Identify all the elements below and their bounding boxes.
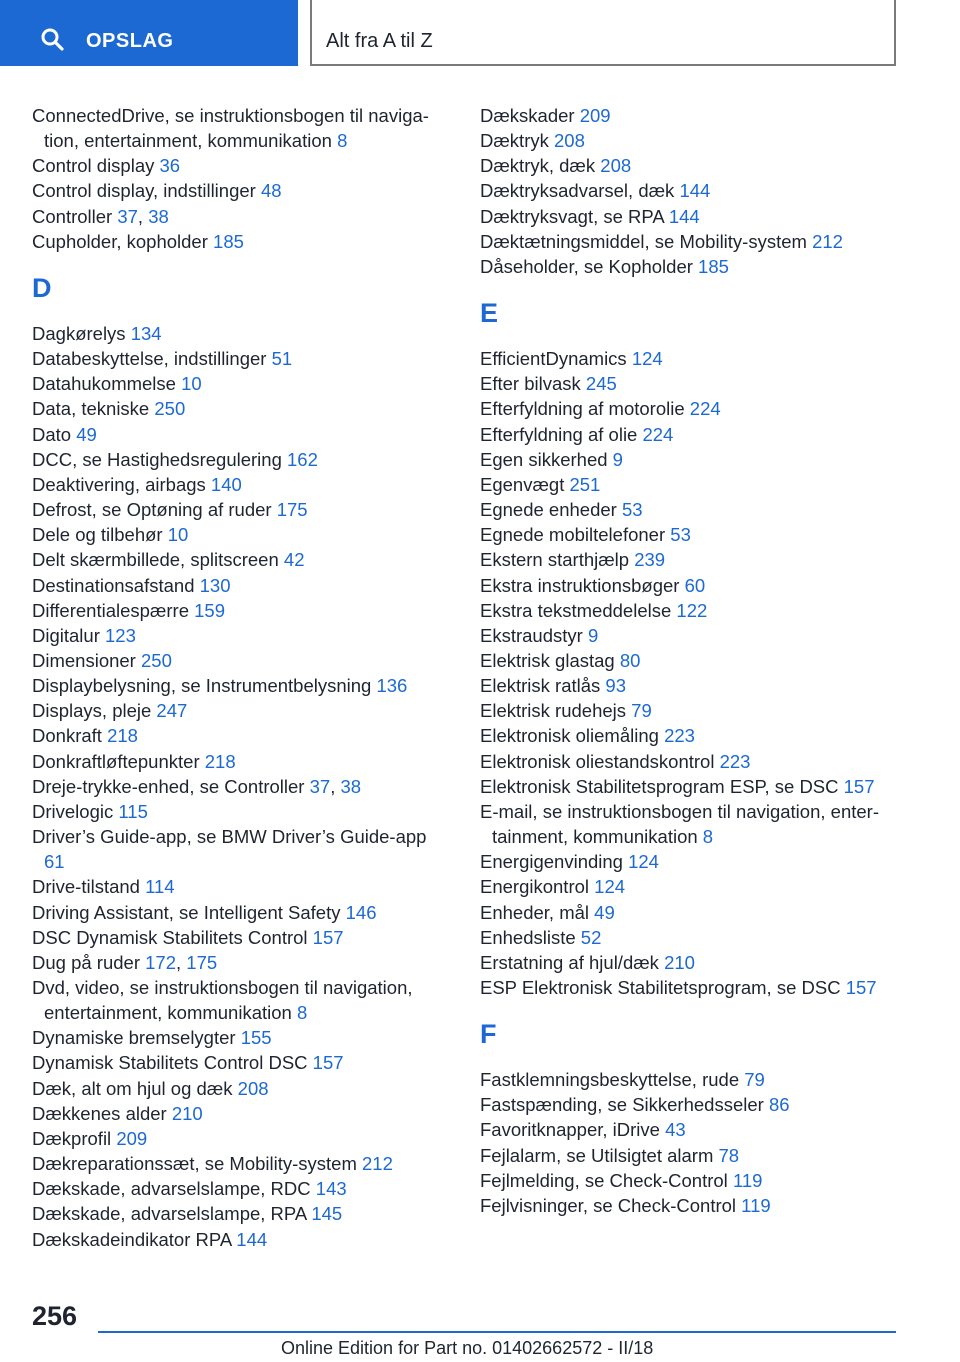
page-reference-link[interactable]: 208 <box>554 130 585 152</box>
index-entry <box>480 799 920 849</box>
index-entry-text: Dæktryksvagt, se RPA <box>480 205 669 227</box>
index-entry-text: Fastspænding, se Sikkerhedsseler <box>480 1094 769 1116</box>
index-entry-text: Destinationsafstand <box>32 574 200 596</box>
page-reference-link[interactable]: 247 <box>156 700 188 722</box>
page-reference-link[interactable]: 209 <box>579 105 611 126</box>
index-entry <box>480 749 920 774</box>
page-reference-link[interactable]: 61 <box>44 851 65 873</box>
index-entry-text: Dvd, video, se instruktionsbogen til navigation, entertainment, kommunikation <box>32 977 413 1024</box>
index-entry <box>32 1201 452 1226</box>
index-entry-text: Elektronisk Stabilitetsprogram ESP, se DSC <box>480 775 844 797</box>
page-reference-link[interactable]: 8 <box>702 826 714 848</box>
index-entry <box>480 1193 920 1218</box>
page-reference-link[interactable]: 250 <box>141 649 172 671</box>
index-entry-text: Dækreparationssæt, se Mobility-system <box>32 1153 363 1175</box>
index-entry-text: Ekstern starthjælp <box>480 549 635 571</box>
index-entry-text: Dimensioner <box>32 649 141 671</box>
index-entry-text: Drive-tilstand <box>32 876 146 898</box>
index-entry-text: Displaybelysning, se Instrumentbelysning <box>32 675 377 697</box>
index-entry <box>480 598 920 623</box>
index-entry <box>480 1168 920 1193</box>
index-entry-text: Data, tekniske <box>32 398 155 420</box>
index-entry-text: Egnede mobiltelefoner <box>480 524 671 546</box>
index-entry <box>480 254 920 279</box>
page-reference-link[interactable]: 250 <box>154 398 186 420</box>
index-entry-text: Egnede enheder <box>480 499 622 521</box>
index-entry-text: Dele og tilbehør <box>32 524 168 546</box>
index-entry <box>480 723 920 748</box>
index-entry-text: Energikontrol <box>480 876 595 898</box>
index-entry <box>480 874 920 899</box>
index-entry-text: Egen sikkerhed <box>480 448 613 470</box>
index-entry-text: Dynamisk Stabilitets Control DSC <box>32 1052 313 1074</box>
index-entry <box>480 522 920 547</box>
index-entry-text: Dreje-trykke-enhed, se Controller <box>32 775 310 797</box>
index-entry <box>32 396 452 421</box>
index-entry-text: Cupholder, kopholder <box>32 230 214 252</box>
page-reference-link[interactable]: 144 <box>236 1228 268 1250</box>
index-entry <box>32 824 452 874</box>
index-entry-text: Elektronisk oliemåling <box>480 725 665 747</box>
index-entry <box>480 346 920 371</box>
index-entry-text: Ekstraudstyr <box>480 624 588 646</box>
index-entry <box>480 547 920 572</box>
index-entry <box>480 447 920 472</box>
index-entry-text: Dækkenes alder <box>32 1102 172 1124</box>
page-reference-link[interactable]: 79 <box>744 1069 765 1091</box>
index-entry-text: Defrost, se Optøning af ruder <box>32 499 277 521</box>
page-reference-link[interactable]: 124 <box>628 851 659 873</box>
index-entry-text: Donkraftløftepunkter <box>32 750 205 772</box>
index-entry <box>32 1101 452 1126</box>
page-reference-link[interactable]: 38 <box>148 205 169 227</box>
section-title: Alt fra A til Z <box>326 30 433 52</box>
opslag-tab-label: OPSLAG <box>86 30 174 52</box>
page-reference-link[interactable]: 140 <box>210 473 242 495</box>
index-entry <box>480 1117 920 1142</box>
page-reference-link[interactable]: 145 <box>311 1203 343 1225</box>
index-entry-text: Dækskade, advarselslampe, RPA <box>32 1203 312 1225</box>
page-reference-link[interactable]: 119 <box>732 1169 763 1191</box>
index-entry-text: Digitalur <box>32 624 105 646</box>
index-entry-text: Dækskader <box>480 105 580 126</box>
page-reference-link[interactable]: 185 <box>698 255 729 277</box>
index-entry <box>480 371 920 396</box>
index-entry <box>32 447 452 472</box>
index-entry <box>32 723 452 748</box>
page-header <box>0 0 960 66</box>
page-reference-link[interactable]: 155 <box>240 1027 272 1049</box>
index-column-left <box>32 103 452 1252</box>
page-reference-link[interactable]: 114 <box>145 876 175 898</box>
index-entry-text: Dug på ruder <box>32 951 146 973</box>
index-entry-text: Driving Assistant, se Intelligent Safety <box>32 901 346 923</box>
index-entry <box>480 849 920 874</box>
ref-separator: , <box>137 205 149 227</box>
page-reference-link[interactable]: 43 <box>665 1119 686 1141</box>
index-entry <box>32 153 452 178</box>
index-entry <box>480 673 920 698</box>
index-entry <box>480 178 920 203</box>
index-entry-text: DSC Dynamisk Stabilitets Control <box>32 926 313 948</box>
index-entry-text: Drivelogic <box>32 800 119 822</box>
index-entry <box>32 204 452 229</box>
index-entry <box>32 975 452 1025</box>
index-entry <box>480 1067 920 1092</box>
index-entry <box>32 472 452 497</box>
index-entry-text: Erstatning af hjul/dæk <box>480 951 665 973</box>
index-entry-text: Dæktryk <box>480 130 554 152</box>
index-entry-text: Favoritknapper, iDrive <box>480 1119 666 1141</box>
index-letter-heading: D <box>32 272 52 303</box>
index-entry-text: Ekstra instruktionsbøger <box>480 574 685 596</box>
page-reference-link[interactable]: 146 <box>345 901 377 923</box>
index-entry-text: Enhedsliste <box>480 926 581 948</box>
index-entry-text: Dato <box>32 423 77 445</box>
index-entry-text: Dæktryk, dæk <box>480 155 601 177</box>
index-entry <box>480 103 920 128</box>
page-reference-link[interactable]: 124 <box>631 348 663 370</box>
page-reference-link[interactable]: 48 <box>260 180 282 202</box>
page-reference-link[interactable]: 224 <box>689 398 721 420</box>
index-entry-text: Fejlalarm, se Utilsigtet alarm <box>480 1144 719 1166</box>
page-reference-link[interactable]: 80 <box>619 649 641 671</box>
page-reference-link[interactable]: 245 <box>585 373 617 395</box>
index-entry-text: Dækprofil <box>32 1127 117 1149</box>
index-entry <box>32 573 452 598</box>
index-entry-text: Deaktivering, airbags <box>32 473 211 495</box>
index-entry <box>32 1126 452 1151</box>
page-reference-link[interactable]: 143 <box>315 1178 347 1200</box>
index-entry-text: Control display <box>32 155 160 177</box>
page-reference-link[interactable]: 218 <box>107 725 138 747</box>
page-reference-link[interactable]: 212 <box>812 230 843 252</box>
index-entry <box>480 573 920 598</box>
page-reference-link[interactable]: 144 <box>668 205 700 227</box>
index-entry-text: DCC, se Hastighedsregulering <box>32 448 288 470</box>
index-entry <box>32 547 452 572</box>
index-entry-text: Elektrisk ratlås <box>480 675 606 697</box>
index-entry-text: Displays, pleje <box>32 700 157 722</box>
index-entry <box>480 229 920 254</box>
index-entry-text: Ekstra tekstmeddelelse <box>480 599 677 621</box>
index-entry <box>480 698 920 723</box>
index-entry <box>32 673 452 698</box>
page-reference-link[interactable]: 162 <box>287 448 318 470</box>
index-entry-text: Delt skærmbillede, splitscreen <box>32 549 284 571</box>
search-icon <box>40 27 64 51</box>
index-entry <box>32 371 452 396</box>
page-reference-link[interactable]: 175 <box>186 951 218 973</box>
index-entry-text: EfficientDynamics <box>480 348 632 370</box>
index-entry <box>480 623 920 648</box>
index-entry-text: Dåseholder, se Kopholder <box>480 255 699 277</box>
footer-divider <box>98 1331 896 1333</box>
index-entry <box>480 925 920 950</box>
index-entry <box>32 623 452 648</box>
page-reference-link[interactable]: 37 <box>117 205 138 227</box>
index-entry <box>32 774 452 799</box>
index-entry-text: Efterfyldning af olie <box>480 423 643 445</box>
page-reference-link[interactable]: 10 <box>181 373 202 395</box>
index-entry <box>480 1092 920 1117</box>
index-entry-text: Fastklemningsbeskyttelse, rude <box>480 1069 745 1091</box>
page-reference-link[interactable]: 93 <box>605 675 626 697</box>
section-title-box <box>310 0 896 66</box>
page-reference-link[interactable]: 212 <box>362 1153 393 1175</box>
index-entry-text: Elektrisk glastag <box>480 649 620 671</box>
index-column-right <box>480 103 920 1218</box>
index-entry <box>32 874 452 899</box>
page-reference-link[interactable]: 49 <box>594 901 615 923</box>
index-entry <box>32 1025 452 1050</box>
index-entry <box>32 900 452 925</box>
index-entry-text: Dækskadeindikator RPA <box>32 1228 237 1250</box>
index-entry <box>32 346 452 371</box>
page-reference-link[interactable]: 78 <box>718 1144 740 1166</box>
index-entry-text: Datahukommelse <box>32 373 182 395</box>
page-number: 256 <box>32 1301 78 1331</box>
index-letter-heading: E <box>480 298 499 329</box>
ref-separator: , <box>176 951 187 973</box>
page-reference-link[interactable]: 60 <box>684 574 706 596</box>
index-entry-text: Dynamiske bremselygter <box>32 1027 241 1049</box>
index-entry <box>480 422 920 447</box>
page-reference-link[interactable]: 8 <box>337 130 348 152</box>
index-entry-text: Enheder, mål <box>480 901 595 923</box>
index-entry <box>32 950 452 975</box>
index-entry-text: Dækskade, advarselslampe, RDC <box>32 1178 316 1200</box>
footer-edition-text: Online Edition for Part no. 01402662572 - II/18 <box>281 1338 654 1358</box>
index-entry <box>480 975 920 1000</box>
index-entry-text: E-mail, se instruktionsbogen til navigation, entertainment, kommunikation <box>480 800 879 848</box>
page-reference-link[interactable]: 210 <box>171 1102 203 1124</box>
page-reference-link[interactable]: 42 <box>283 549 305 571</box>
page-reference-link[interactable]: 79 <box>631 700 652 722</box>
page-reference-link[interactable]: 157 <box>845 977 877 998</box>
index-entry-text: ConnectedDrive, se instruktionsbogen til navigation, entertainment, kommunikation <box>32 105 429 152</box>
index-entry <box>480 153 920 178</box>
index-entry-text: Elektrisk rudehejs <box>480 700 632 722</box>
page-reference-link[interactable]: 86 <box>768 1094 790 1116</box>
index-entry <box>32 698 452 723</box>
page-reference-link[interactable]: 172 <box>145 951 176 973</box>
index-entry <box>32 321 452 346</box>
page-reference-link[interactable]: 157 <box>312 926 344 948</box>
opslag-tab[interactable] <box>0 0 298 66</box>
page-reference-link[interactable]: 124 <box>594 876 626 898</box>
index-entry-text: Egenvægt <box>480 473 570 495</box>
index-entry <box>32 925 452 950</box>
page-reference-link[interactable]: 51 <box>271 348 293 370</box>
page-reference-link[interactable]: 157 <box>843 775 875 797</box>
index-entry <box>480 774 920 799</box>
page-reference-link[interactable]: 209 <box>116 1127 148 1149</box>
index-entry <box>32 598 452 623</box>
index-entry-text: ESP Elektronisk Stabilitetsprogram, se DSC <box>480 977 846 998</box>
index-entry <box>32 1227 452 1252</box>
index-entry <box>32 229 452 254</box>
index-entry <box>32 1050 452 1075</box>
page-reference-link[interactable]: 49 <box>76 423 97 445</box>
page-reference-link[interactable]: 224 <box>642 423 674 445</box>
page-reference-link[interactable]: 8 <box>296 1002 308 1024</box>
index-entry <box>32 497 452 522</box>
page-reference-link[interactable]: 134 <box>130 322 162 344</box>
index-entry <box>480 1143 920 1168</box>
index-entry <box>480 497 920 522</box>
page-reference-link[interactable]: 53 <box>670 524 691 546</box>
page-reference-link[interactable]: 9 <box>587 624 599 646</box>
index-entry-text: Fejlmelding, se Check-Control <box>480 1169 733 1191</box>
page-reference-link[interactable]: 115 <box>118 800 148 822</box>
index-entry-text: Donkraft <box>32 725 108 747</box>
page-reference-link[interactable]: 159 <box>194 599 225 621</box>
index-entry <box>32 103 452 153</box>
page-reference-link[interactable]: 9 <box>612 448 623 470</box>
page-reference-link[interactable]: 119 <box>741 1194 771 1216</box>
page-reference-link[interactable]: 38 <box>340 775 362 797</box>
page-reference-link[interactable]: 144 <box>679 180 711 202</box>
page-reference-link[interactable]: 223 <box>664 725 695 747</box>
page-reference-link[interactable]: 123 <box>105 624 136 646</box>
page-reference-link[interactable]: 53 <box>621 499 643 521</box>
index-entry <box>480 900 920 925</box>
index-entry-text: Databeskyttelse, indstillinger <box>32 348 272 370</box>
page-reference-link[interactable]: 130 <box>199 574 231 596</box>
index-entry-text: Dagkørelys <box>32 322 131 344</box>
page-reference-link[interactable]: 223 <box>719 750 751 772</box>
page-reference-link[interactable]: 136 <box>376 675 408 697</box>
page-reference-link[interactable]: 52 <box>580 926 602 948</box>
index-entry-text: Driver’s Guide-app, se BMW Driver’s Guide-app <box>32 826 427 848</box>
index-entry-text: Control display, indstillinger <box>32 180 261 202</box>
page-reference-link[interactable]: 122 <box>676 599 708 621</box>
index-entry <box>32 1151 452 1176</box>
page-reference-link[interactable]: 210 <box>664 951 695 973</box>
index-entry <box>480 648 920 673</box>
index-entry <box>480 396 920 421</box>
index-entry-text: Controller <box>32 205 118 227</box>
ref-separator: , <box>330 775 341 797</box>
index-entry <box>32 422 452 447</box>
index-entry <box>32 178 452 203</box>
index-entry <box>32 1176 452 1201</box>
index-entry <box>32 799 452 824</box>
index-entry-text: Efterfyldning af motorolie <box>480 398 690 420</box>
index-entry <box>32 522 452 547</box>
page-reference-link[interactable]: 251 <box>569 473 601 495</box>
page-reference-link[interactable]: 208 <box>237 1077 269 1099</box>
index-entry-text: Energigenvinding <box>480 851 629 873</box>
index-entry-text: Fejlvisninger, se Check-Control <box>480 1194 742 1216</box>
index-entry <box>32 749 452 774</box>
index-entry <box>32 1076 452 1101</box>
page-reference-link[interactable]: 157 <box>312 1052 344 1074</box>
index-entry-text: Dæktryksadvarsel, dæk <box>480 180 680 202</box>
index-entry-text: Dæk, alt om hjul og dæk <box>32 1077 238 1099</box>
page-reference-link[interactable]: 239 <box>634 549 666 571</box>
index-entry <box>32 648 452 673</box>
page-reference-link[interactable]: 185 <box>213 230 244 252</box>
index-entry <box>480 128 920 153</box>
index-letter-heading: F <box>480 1019 497 1050</box>
page-reference-link[interactable]: 37 <box>309 775 331 797</box>
index-entry <box>480 950 920 975</box>
index-entry <box>480 204 920 229</box>
index-entry-text: Efter bilvask <box>480 373 586 395</box>
index-entry-text: Differentialespærre <box>32 599 195 621</box>
page-reference-link[interactable]: 208 <box>600 155 632 177</box>
index-entry-text: Dæktætningsmiddel, se Mobility-system <box>480 230 813 252</box>
page-reference-link[interactable]: 175 <box>276 499 308 521</box>
page-reference-link[interactable]: 10 <box>167 524 189 546</box>
page-reference-link[interactable]: 218 <box>204 750 236 772</box>
index-entry-text: Elektronisk oliestandskontrol <box>480 750 720 772</box>
index-entry <box>480 472 920 497</box>
page-reference-link[interactable]: 36 <box>159 155 181 177</box>
